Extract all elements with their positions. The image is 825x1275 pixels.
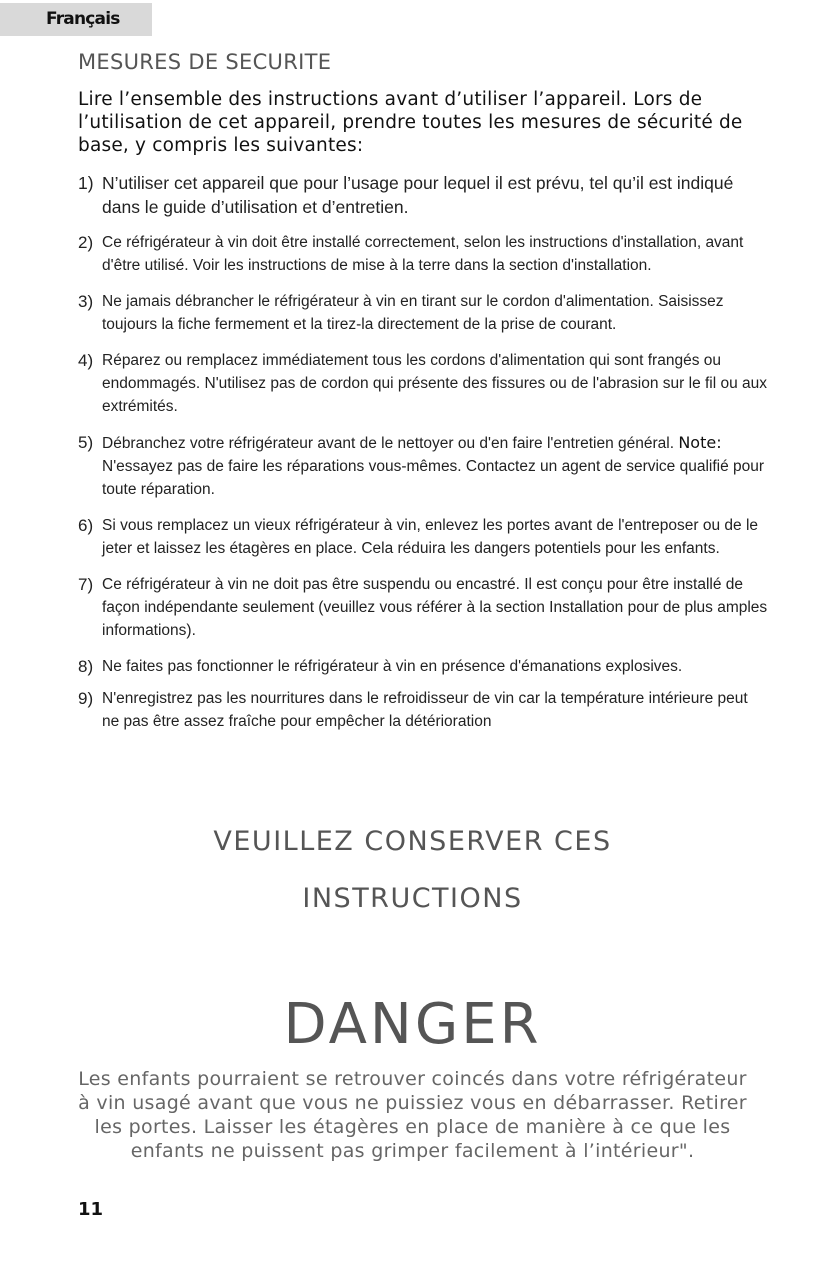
- danger-text: Les enfants pourraient se retrouver coincés dans votre réfrigérateur à vin usagé avant que vous ne puissiez vous en débarrasser. Retirer les portes. Laisser les étagères en place de manière à ce que les enfants ne puissent pas grimper facilement à l’intérieur".: [78, 1068, 747, 1162]
- item-text: Ne jamais débrancher le réfrigérateur à vin en tirant sur le cordon d'alimentation. Saisissez toujours la fiche fermement et la tirez-la directement de la prise de courant.: [102, 293, 724, 333]
- item-number: 3): [78, 292, 94, 311]
- item-text: N'enregistrez pas les nourritures dans le refroidisseur de vin car la température intérieure peut ne pas être assez fraîche pour empêcher la détérioration: [102, 690, 748, 730]
- list-item: [78, 655, 768, 678]
- item-text: N’utiliser cet appareil que pour l’usage pour lequel il est prévu, tel qu’il est indiqué dans le guide d’utilisation et d’entretien.: [102, 173, 734, 217]
- list-item: [78, 171, 768, 219]
- language-tab: Français: [0, 3, 152, 36]
- item-number: 7): [78, 575, 94, 594]
- item-text: Si vous remplacez un vieux réfrigérateur à vin, enlevez les portes avant de l'entreposer ou de le jeter et laissez les étagères en place. Cela réduira les dangers potentiels pour les enfants.: [102, 517, 759, 557]
- danger-title: DANGER: [283, 992, 542, 1057]
- safety-list: [78, 171, 768, 733]
- list-item: [78, 231, 768, 277]
- intro-paragraph: Lire l’ensemble des instructions avant d’utiliser l’appareil. Lors de l’utilisation de cet appareil, prendre toutes les mesures de sécurité de base, y compris les suivantes:: [78, 89, 743, 156]
- list-item: [78, 514, 768, 560]
- item-number: 8): [78, 657, 94, 676]
- list-item: [78, 290, 768, 336]
- item-number: 5): [78, 433, 94, 452]
- list-item: [78, 349, 768, 418]
- conserve-line-1: VEUILLEZ CONSERVER CES: [213, 826, 612, 857]
- list-item: [78, 687, 768, 733]
- conserve-line-2: INSTRUCTIONS: [302, 883, 523, 914]
- page-number: 11: [78, 1199, 104, 1220]
- list-item: [78, 573, 768, 642]
- item-text: Ne faites pas fonctionner le réfrigérateur à vin en présence d'émanations explosives.: [102, 658, 683, 675]
- item-text: N'essayez pas de faire les réparations vous-mêmes. Contactez un agent de service qualifié pour toute réparation.: [102, 458, 765, 498]
- item-number: 6): [78, 516, 94, 535]
- item-text: Ce réfrigérateur à vin doit être installé correctement, selon les instructions d'installation, avant d'être utilisé. Voir les instructions de mise à la terre dans la section d'installation.: [102, 234, 744, 274]
- item-text: Débranchez votre réfrigérateur avant de le nettoyer ou d'en faire l'entretien général.: [102, 435, 675, 452]
- item-number: 9): [78, 689, 94, 708]
- list-item: [78, 431, 768, 501]
- item-number: 1): [78, 173, 94, 193]
- section-title: MESURES DE SECURITE: [78, 50, 332, 74]
- note-label: Note:: [678, 433, 722, 452]
- item-number: 4): [78, 351, 94, 370]
- item-number: 2): [78, 233, 94, 252]
- item-text: Réparez ou remplacez immédiatement tous les cordons d'alimentation qui sont frangés ou endommagés. N'utilisez pas de cordon qui présente des fissures ou de l'abrasion sur le fil ou aux extrémités.: [102, 352, 768, 415]
- item-text: Ce réfrigérateur à vin ne doit pas être suspendu ou encastré. Il est conçu pour être installé de façon indépendante seulement (veuillez vous référer à la section Installation pour de plus amples informations).: [102, 576, 768, 639]
